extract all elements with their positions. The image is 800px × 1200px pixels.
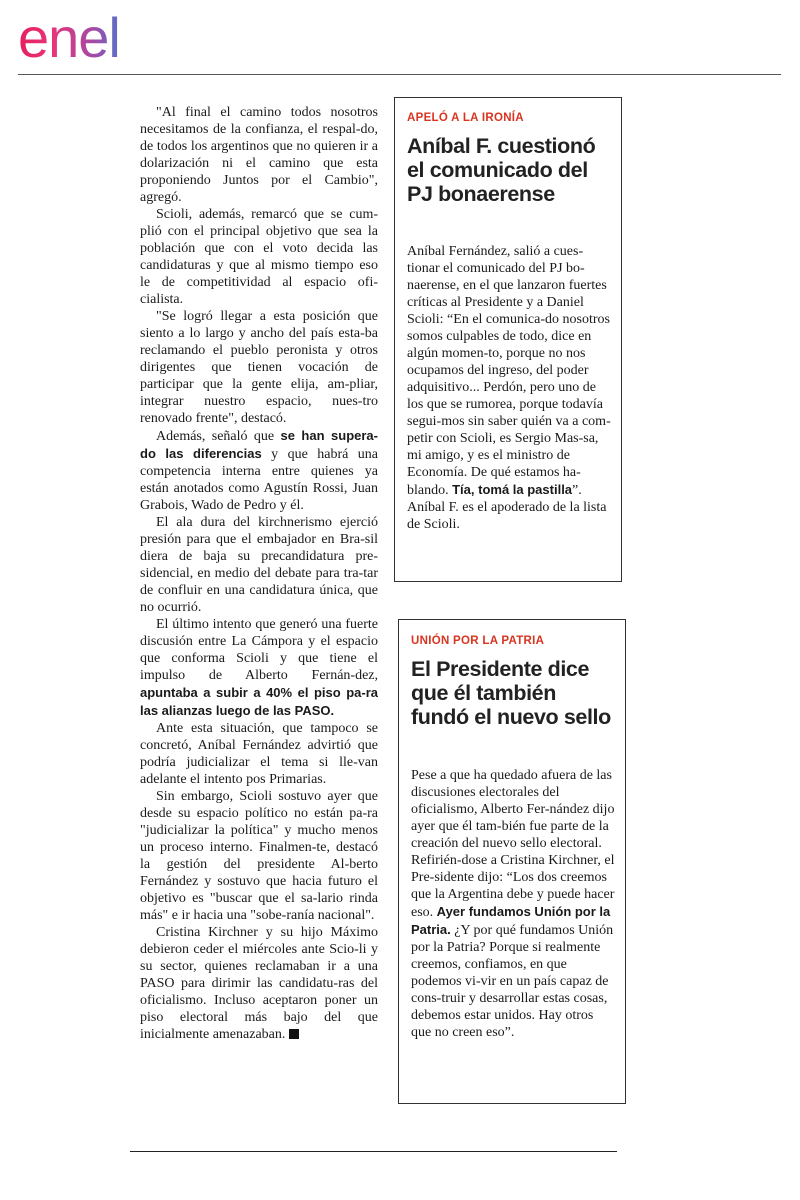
- box-text: ”. Aníbal F. es el apoderado de la lista de Scioli.: [407, 483, 607, 532]
- article-paragraph: "Se logró llegar a esta posición que siento a lo largo y ancho del país esta-ba reclamando el pueblo peronista y otros dirigentes que tienen vocación de participar que la gente elija, am-pliar, integrar nuestro espacio, nues-tro renovado frente", destacó.: [140, 309, 378, 426]
- header-divider: [18, 74, 781, 75]
- article-text: Cristina Kirchner y su hijo Máximo debieron ceder el miércoles ante Scio-li y su sector, quienes reclamaban ir a una PASO para dirimir las candidatu-ras del oficialismo. Incluso aceptaron poner un piso electoral más bajo del que inicialmente amenazaban.: [140, 925, 378, 1042]
- article-bold-text: apuntaba a subir a 40% el piso pa-ra las alianzas luego de las PASO.: [140, 685, 378, 718]
- enel-logo-text: enel: [18, 6, 188, 70]
- sidebar-box-union: [398, 619, 626, 1104]
- article-paragraph: [140, 924, 378, 1043]
- box-bold-text: Ayer fundamos Unión por la Patria.: [411, 904, 611, 937]
- article-paragraph: Scioli, además, remarcó que se cum-plió con el principal objetivo que sea la población que con el voto decida las candidaturas y que al mismo tiempo eso le de competitividad al espacio ofi-cialista.: [140, 207, 378, 307]
- article-text: y que habrá una competencia interna entre quienes ya están anotados como Agustín Rossi, Juan Grabois, Wado de Pedro y él.: [140, 447, 378, 513]
- box-headline: El Presidente dice que él también fundó el nuevo sello: [411, 657, 611, 729]
- article-paragraph: El ala dura del kirchnerismo ejerció presión para que el embajador en Bra-sil diera de baja su precandidatura pre-sidencial, en medio del debate para tra-tar de confluir en una candidatura única, que no ocurrió.: [140, 515, 378, 615]
- article-paragraph: [140, 427, 378, 514]
- box-kicker: APELÓ A LA IRONÍA: [407, 112, 524, 124]
- box-text: Aníbal Fernández, salió a cues-tionar el comunicado del PJ bo-naerense, en el que lanzaron fuertes críticas al Presidente y a Daniel Scioli: “En el comunica-do nosotros somos culpables de todo, dice en algún momen-to, porque no nos ocupamos del ingreso, del poder adquisitivo... Perdón, pero uno de los que se rumorea, porque todavía segui-mos sin saber quién va a com-petir con Scioli, es Sergio Mas-sa, mi amigo, y es el ministro de Economía. De qué estamos ha-blando.: [407, 244, 611, 498]
- article-column: [140, 104, 378, 1043]
- article-bold-text: se han supera-do las diferencias: [140, 428, 378, 461]
- footer-divider: [130, 1151, 617, 1152]
- article-paragraph: Sin embargo, Scioli sostuvo ayer que desde su espacio político no están pa-ra "judicializar la política" y mucho menos un proceso interno. Finalmen-te, destacó la gestión del presidente Al-berto Fernández y sostuvo que hacia futuro el objetivo es "buscar que el sa-lario rinda más" e ir hacia una "sobe-ranía nacional".: [140, 789, 378, 923]
- article-paragraph: "Al final el camino todos nosotros necesitamos de la confianza, el respal-do, de todos los argentinos que no quieren ir a dolarización ni el camino que esta proponiendo Juntos por el Cambio", agregó.: [140, 105, 378, 205]
- article-text: Además, señaló que: [156, 429, 281, 444]
- article-paragraph: [140, 616, 378, 720]
- box-text: ¿Y por qué fundamos Unión por la Patria? Porque si realmente creemos, confiamos, en que podemos vi-vir en un país capaz de cons-truir y desarrollar estas cosas, debemos estar unidos. Hay otros que no creen eso”.: [411, 923, 614, 1040]
- article-text: El último intento que generó una fuerte discusión entre La Cámpora y el espacio que conforma Scioli y que tiene el impulso de Alberto Fernán-dez,: [140, 617, 378, 683]
- box-text: Pese a que ha quedado afuera de las discusiones electorales del oficialismo, Alberto Fer-nández dijo ayer que él tam-bién fue parte de la creación del nuevo sello electoral. Refirién-dose a Cristina Kirchner, el Pre-sidente dijo: “Los dos creemos que la Argentina debe y puede hacer eso.: [411, 768, 615, 920]
- enel-logo: [18, 6, 188, 70]
- box-body: [407, 243, 612, 533]
- article-paragraph: Ante esta situación, que tampoco se concretó, Aníbal Fernández advirtió que podría judicializar el tema si lle-van adelante el intento pos Primarias.: [140, 721, 378, 787]
- box-body: [411, 767, 616, 1041]
- box-bold-text: Tía, tomá la pastilla: [452, 482, 573, 497]
- end-square-icon: [289, 1029, 299, 1039]
- sidebar-box-irony: [394, 97, 622, 582]
- box-kicker: UNIÓN POR LA PATRIA: [411, 635, 545, 647]
- box-headline: Aníbal F. cuestionó el comunicado del PJ bonaerense: [407, 134, 596, 206]
